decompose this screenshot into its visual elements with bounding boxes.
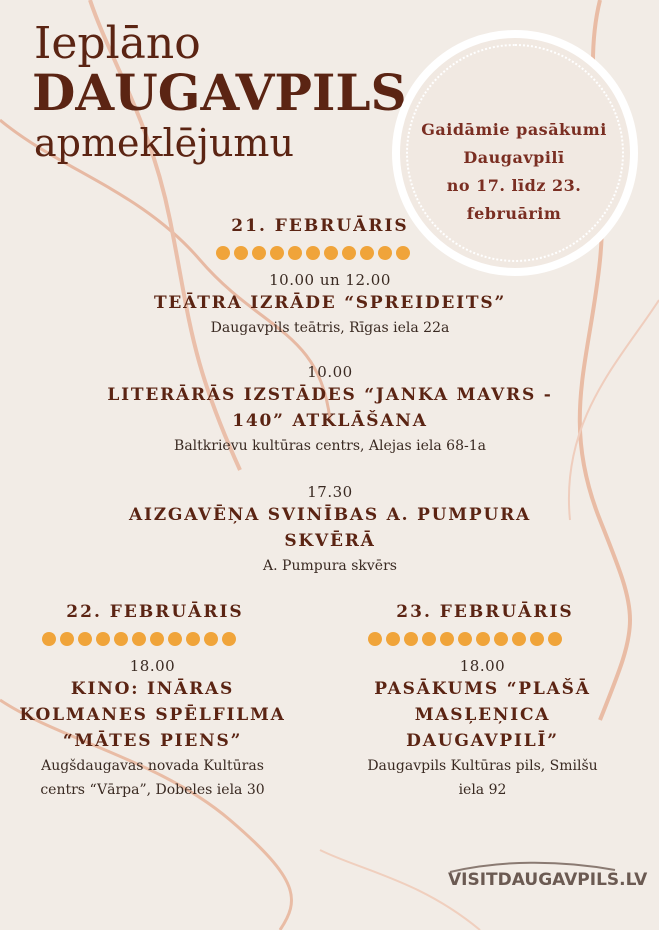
event-title-line-1: LITERĀRĀS IZSTĀDES “JANKA MAVRS - (107, 385, 553, 405)
badge-line-1: Gaidāmie pasākumi (421, 120, 607, 139)
dots-divider-21 (216, 246, 410, 260)
event-place-line-2: iela 92 (458, 782, 507, 798)
event-place: Daugavpils teātris, Rīgas iela 22a (210, 320, 450, 336)
event-place: A. Pumpura skvērs (263, 558, 397, 574)
event-title-line-2: 140” ATKLĀŠANA (232, 411, 428, 431)
event-title-line-3: “MĀTES PIENS” (62, 731, 243, 751)
event-title-line-2: KOLMANES SPĒLFILMA (19, 705, 286, 725)
event-time: 10.00 un 12.00 (269, 271, 391, 289)
event-place: Baltkrievu kultūras centrs, Alejas iela 68-1a (174, 438, 486, 454)
title-apmeklejumu: apmeklējumu (34, 121, 294, 165)
dots-divider-22 (42, 632, 236, 646)
badge-line-4: februārim (466, 204, 562, 223)
event-title-line-1: KINO: INĀRAS (70, 679, 235, 699)
event-place-line-1: Daugavpils Kultūras pils, Smilšu (367, 758, 598, 774)
event-title-line-2: MASĻEŅICA (414, 705, 551, 725)
date-heading-22: 22. FEBRUĀRIS (66, 602, 244, 622)
event-aizgavenis (60, 482, 600, 578)
date-heading-21: 21. FEBRUĀRIS (231, 216, 409, 236)
event-title-line-3: DAUGAVPILĪ” (406, 731, 559, 751)
event-title: TEĀTRA IZRĀDE “SPREIDEITS” (153, 293, 507, 313)
event-title-line-1: PASĀKUMS “PLAŠĀ (374, 679, 591, 699)
event-title-line-2: SKVĒRĀ (284, 531, 376, 551)
event-time: 18.00 (129, 657, 176, 675)
title-daugavpils: DAUGAVPILS (32, 63, 407, 122)
visitdaugavpils-logo: VISITDAUGAVPILS.LV (448, 870, 648, 890)
badge-line-3: no 17. līdz 23. (446, 176, 582, 195)
event-janka-mavrs (60, 362, 600, 458)
event-time: 10.00 (307, 363, 353, 381)
badge-line-2: Daugavpilī (463, 148, 565, 167)
badge-text (402, 116, 626, 228)
event-spreideits (60, 270, 600, 340)
event-maslenica (340, 656, 625, 802)
event-place-line-1: Augšdaugavas novada Kultūras (41, 758, 264, 774)
event-time: 17.30 (307, 483, 353, 501)
date-heading-23: 23. FEBRUĀRIS (396, 602, 574, 622)
dots-divider-23 (368, 632, 562, 646)
event-kino-mates-piens (15, 656, 290, 802)
event-place-line-2: centrs “Vārpa”, Dobeles iela 30 (40, 782, 265, 798)
event-title-line-1: AIZGAVĒŅA SVINĪBAS A. PUMPURA (128, 505, 532, 525)
event-time: 18.00 (459, 657, 506, 675)
title-ieplano: Ieplāno (34, 18, 201, 69)
